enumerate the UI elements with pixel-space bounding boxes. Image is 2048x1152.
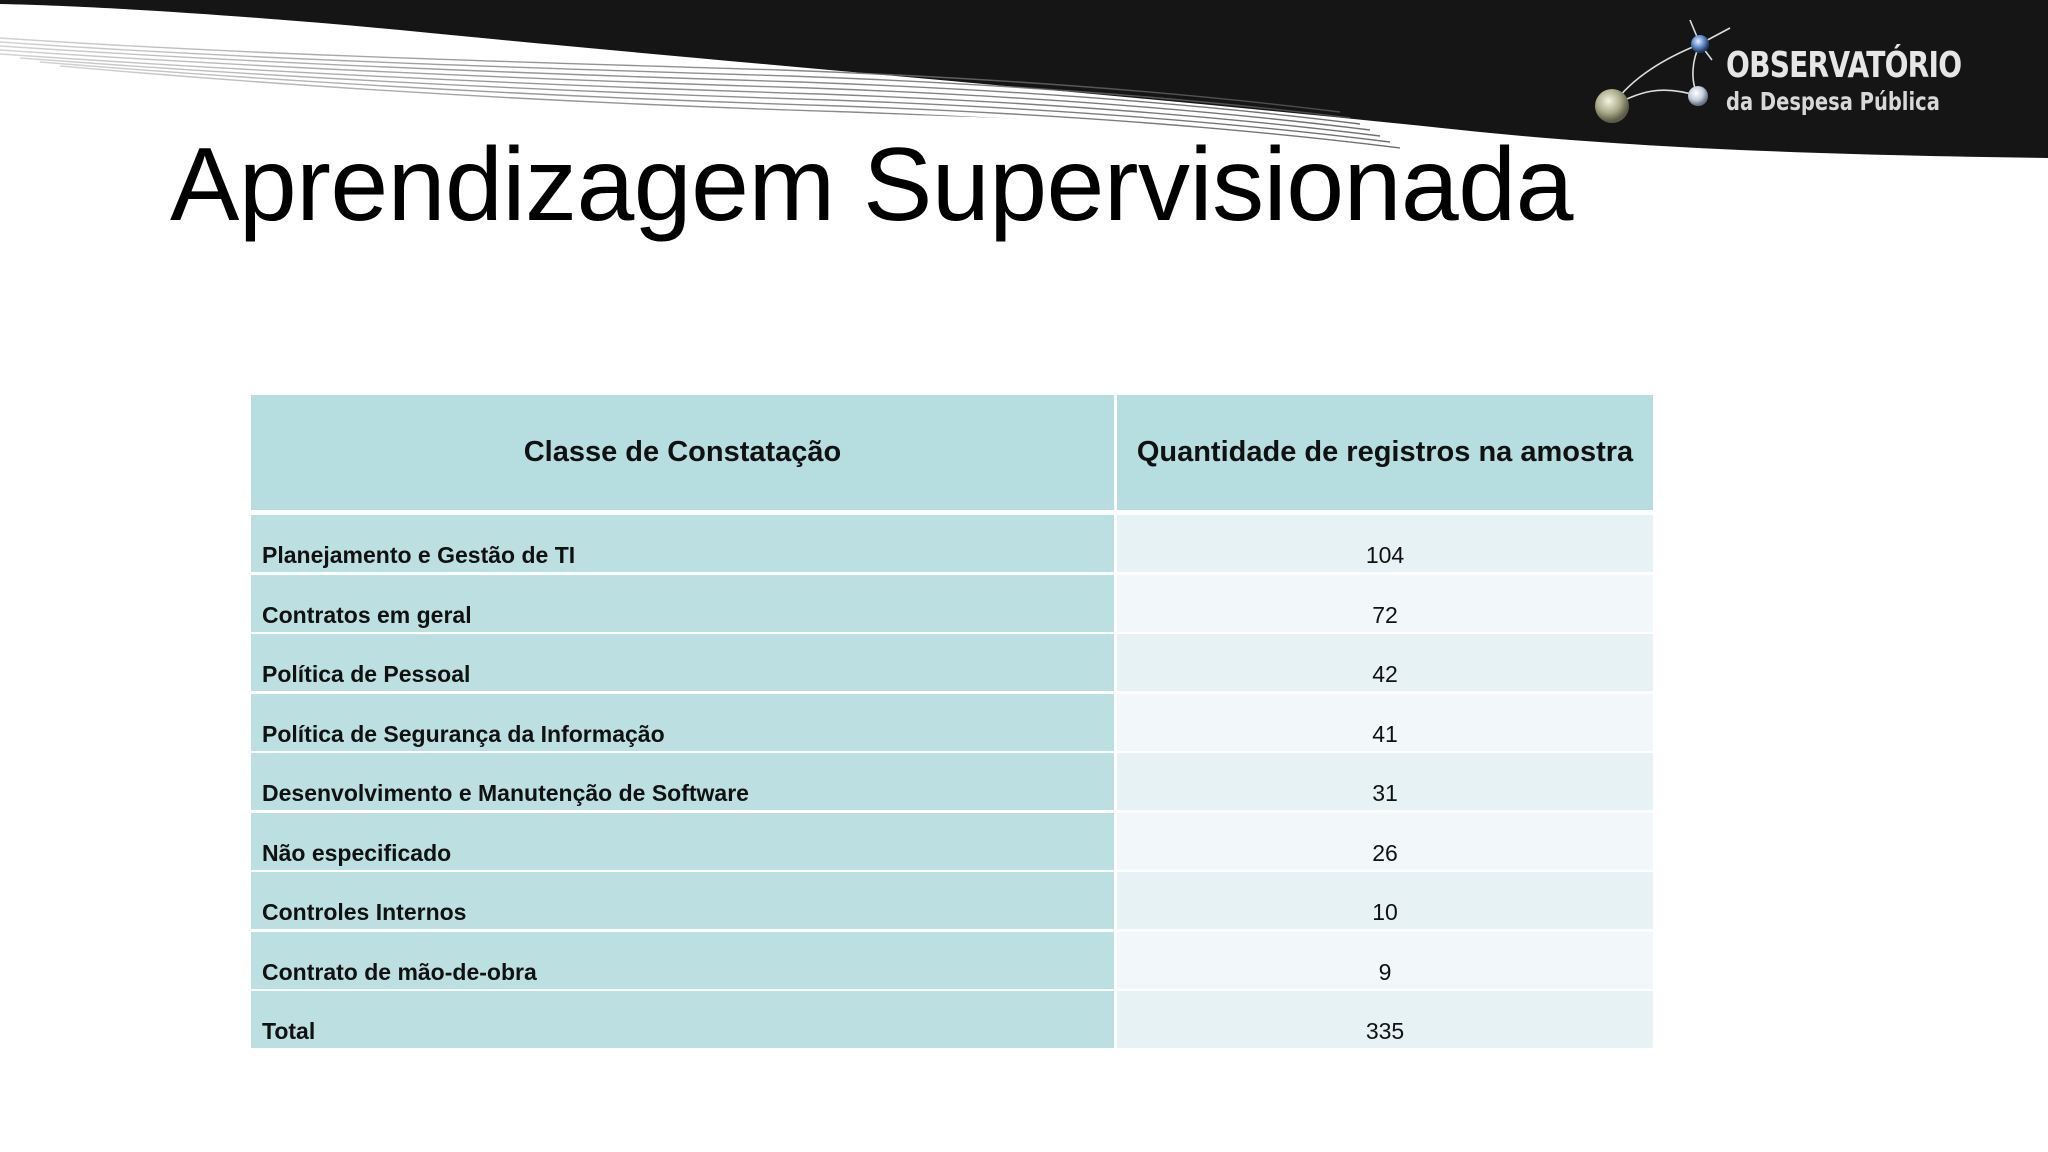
table-row xyxy=(251,753,1653,810)
row-value: 31 xyxy=(1117,753,1653,810)
row-category: Política de Segurança da Informação xyxy=(251,694,1114,751)
logo-title: OBSERVATÓRIO xyxy=(1726,45,1962,86)
row-value: 72 xyxy=(1117,575,1653,632)
table-row xyxy=(251,872,1653,929)
logo xyxy=(1726,45,2028,116)
table-row xyxy=(251,515,1653,572)
table-row xyxy=(251,932,1653,989)
orb-large xyxy=(1595,89,1629,123)
row-value: 335 xyxy=(1117,991,1653,1048)
row-category: Não especificado xyxy=(251,813,1114,870)
row-value: 42 xyxy=(1117,634,1653,691)
table-body xyxy=(251,515,1653,1048)
column-header-count: Quantidade de registros na amostra xyxy=(1117,395,1653,510)
table-header xyxy=(251,395,1653,510)
data-table xyxy=(251,395,1653,1051)
row-category: Desenvolvimento e Manutenção de Software xyxy=(251,753,1114,810)
row-category: Contrato de mão-de-obra xyxy=(251,932,1114,989)
row-value: 41 xyxy=(1117,694,1653,751)
row-value: 26 xyxy=(1117,813,1653,870)
table-row xyxy=(251,694,1653,751)
logo-subtitle: da Despesa Pública xyxy=(1726,87,1940,116)
row-category: Total xyxy=(251,991,1114,1048)
row-category: Planejamento e Gestão de TI xyxy=(251,515,1114,572)
row-value: 104 xyxy=(1117,515,1653,572)
table-row xyxy=(251,575,1653,632)
column-header-class: Classe de Constatação xyxy=(251,395,1114,510)
row-value: 9 xyxy=(1117,932,1653,989)
row-category: Controles Internos xyxy=(251,872,1114,929)
table-row xyxy=(251,634,1653,691)
row-category: Contratos em geral xyxy=(251,575,1114,632)
table-row xyxy=(251,813,1653,870)
slide-title: Aprendizagem Supervisionada xyxy=(170,127,1573,243)
row-value: 10 xyxy=(1117,872,1653,929)
table-row-total xyxy=(251,991,1653,1048)
row-category: Política de Pessoal xyxy=(251,634,1114,691)
